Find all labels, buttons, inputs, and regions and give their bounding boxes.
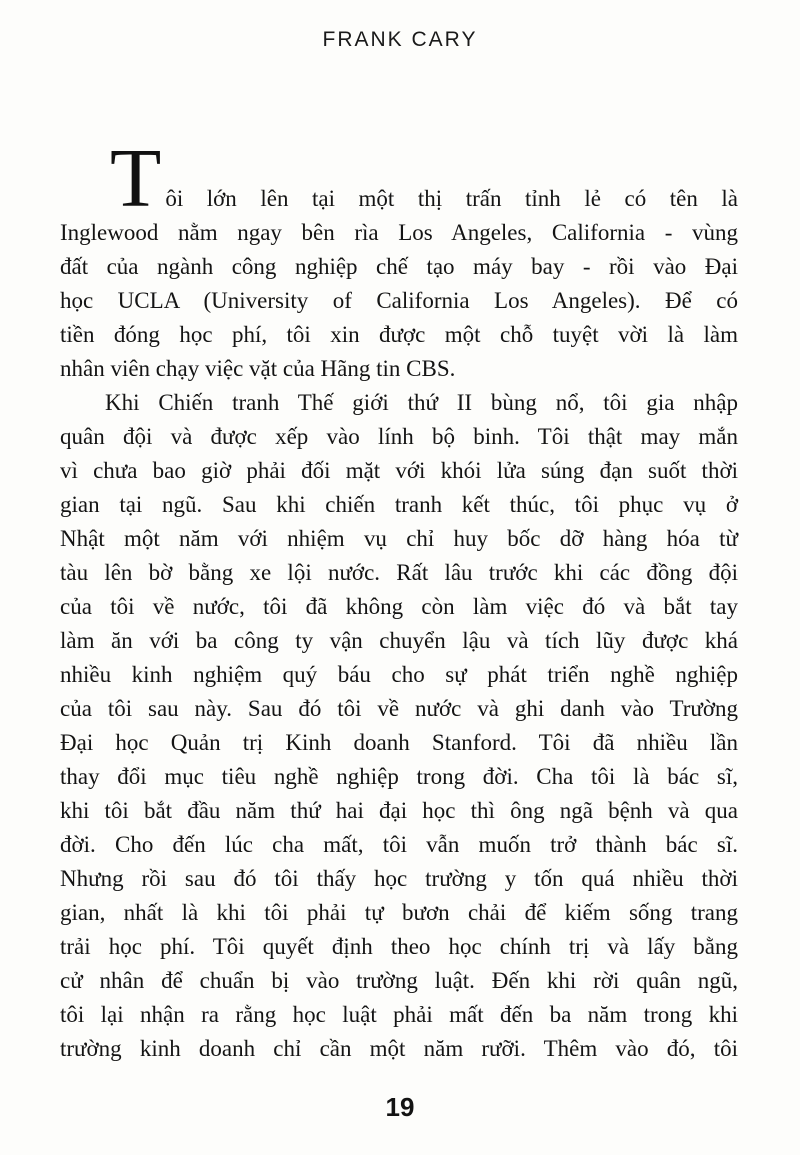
text-line: Nhưng rồi sau đó tôi thấy học trường y tốn quá nhiều thời [60,866,738,891]
text-line: đời. Cho đến lúc cha mất, tôi vẫn muốn trở thành bác sĩ. [60,832,738,857]
text-line: tàu lên bờ bằng xe lội nước. Rất lâu trước khi các đồng đội [60,560,738,585]
text-line: của tôi sau này. Sau đó tôi về nước và ghi danh vào Trường [60,696,738,721]
text-line: trải học phí. Tôi quyết định theo học chính trị và lấy bằng [60,934,738,959]
text-line: vì chưa bao giờ phải đối mặt với khói lửa súng đạn suốt thời [60,458,738,483]
paragraph-1-lines [60,216,738,352]
text-line: nhân viên chạy việc vặt của Hãng tin CBS. [60,356,456,381]
text-line: Inglewood nằm ngay bên rìa Los Angeles, California - vùng [60,220,738,245]
paragraph-2-lines [60,420,738,1066]
text-line: học UCLA (University of California Los Angeles). Để có [60,288,738,313]
text-line: quân đội và được xếp vào lính bộ binh. Tôi thật may mắn [60,424,738,449]
text-line: cử nhân để chuẩn bị vào trường luật. Đến khi rời quân ngũ, [60,968,738,993]
paragraph-2 [60,386,738,1066]
running-header: FRANK CARY [322,28,478,51]
text-line: của tôi về nước, tôi đã không còn làm việc đó và bắt tay [60,594,738,619]
first-line-text: ôi lớn lên tại một thị trấn tỉnh lẻ có tên là [165,186,738,211]
paragraph-1 [60,132,738,386]
text-line: Khi Chiến tranh Thế giới thứ II bùng nổ, tôi gia nhập [105,390,738,415]
text-line-with-dropcap [60,132,738,225]
text-line: thay đổi mục tiêu nghề nghiệp trong đời. Cha tôi là bác sĩ, [60,764,738,789]
text-line: khi tôi bắt đầu năm thứ hai đại học thì ông ngã bệnh và qua [60,798,738,823]
page-body [60,132,738,1066]
text-line: đất của ngành công nghiệp chế tạo máy bay - rồi vào Đại [60,254,738,279]
text-line: tôi lại nhận ra rằng học luật phải mất đến ba năm trong khi [60,1002,738,1027]
drop-cap-letter: T [110,132,162,225]
text-line: Đại học Quản trị Kinh doanh Stanford. Tôi đã nhiều lần [60,730,738,755]
text-line: Nhật một năm với nhiệm vụ chỉ huy bốc dỡ hàng hóa từ [60,526,738,551]
text-line: trường kinh doanh chỉ cần một năm rưỡi. Thêm vào đó, tôi [60,1036,738,1061]
text-line: gian tại ngũ. Sau khi chiến tranh kết thúc, tôi phục vụ ở [60,492,738,517]
text-line: nhiều kinh nghiệm quý báu cho sự phát triển nghề nghiệp [60,662,738,687]
text-line: gian, nhất là khi tôi phải tự bươn chải để kiếm sống trang [60,900,738,925]
text-line: tiền đóng học phí, tôi xin được một chỗ tuyệt vời là làm [60,322,738,347]
page-number: 19 [385,1092,415,1122]
text-line: làm ăn với ba công ty vận chuyển lậu và tích lũy được khá [60,628,738,653]
